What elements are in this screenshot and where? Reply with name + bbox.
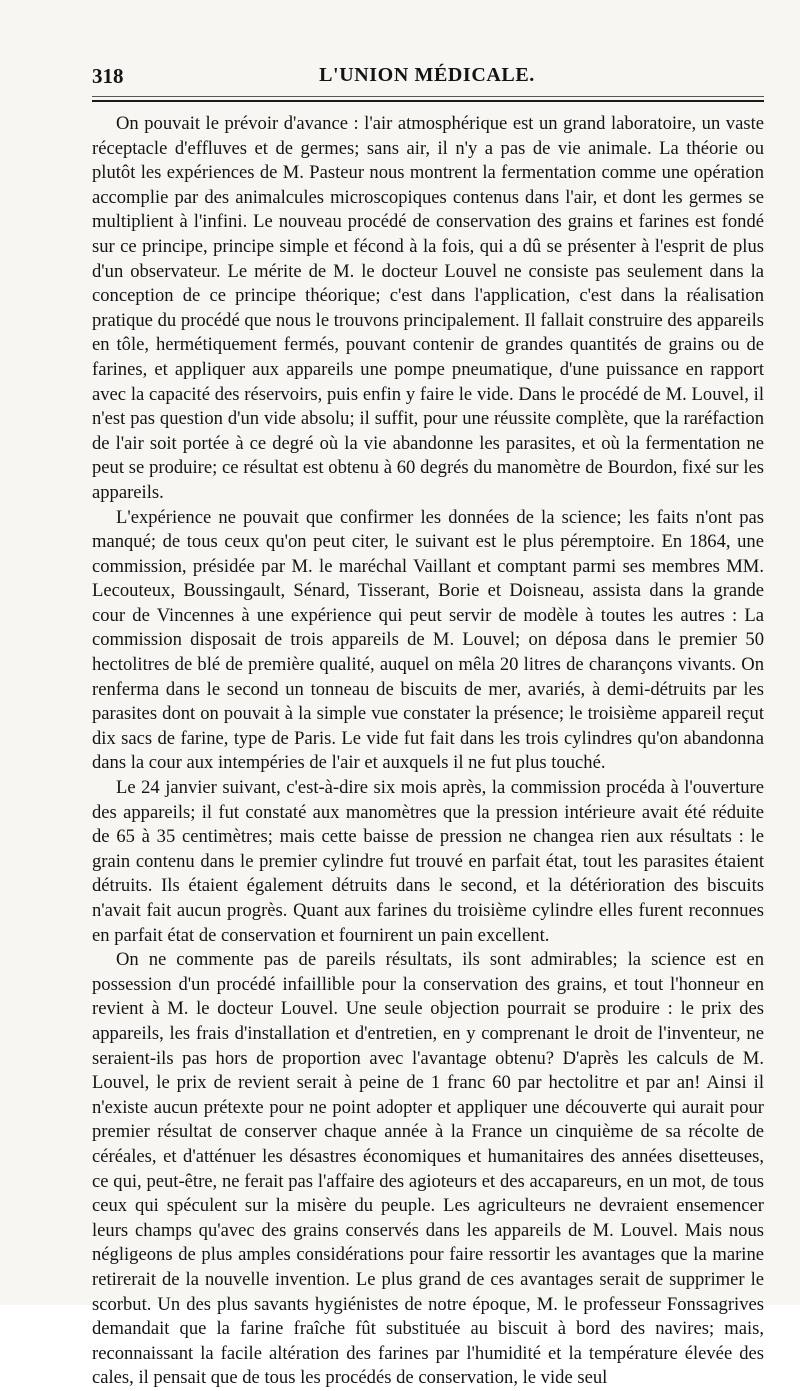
running-title: L'UNION MÉDICALE. <box>319 64 535 86</box>
body-text <box>92 112 764 1391</box>
page-header <box>92 64 762 94</box>
header-rule <box>92 100 764 102</box>
paragraph: On pouvait le prévoir d'avance : l'air atmosphérique est un grand laboratoire, un vaste réceptacle d'effluves et de germes; sans air, il n'y a pas de vie animale. La théorie ou plutôt les expériences de M. Pasteur nous montrent la fermentation comme une opération accomplie par des animalcules microscopiques contenus dans l'air, et dont les germes se multiplient à l'infini. Le nouveau procédé de conservation des grains et farines est fondé sur ce principe, principe simple et fécond à la fois, qui a dû se présenter à l'esprit de plus d'un observateur. Le mérite de M. le docteur Louvel ne consiste pas seulement dans la conception de ce principe théorique; c'est dans l'application, c'est dans la réalisation pratique du procédé que nous le trouvons principalement. Il fallait construire des appareils en tôle, hermétiquement fermés, pouvant contenir de grandes quantités de grains ou de farines, et appliquer aux appareils une pompe pneumatique, d'une puissance en rapport avec la capacité des réservoirs, puis enfin y faire le vide. Dans le procédé de M. Louvel, il n'est pas question d'un vide absolu; il suffit, pour une réussite complète, que la raréfaction de l'air soit portée à ce degré où la vie abandonne les parasites, et où la fermentation ne peut se produire; ce résultat est obtenu à 60 degrés du manomètre de Bourdon, fixé sur les appareils. <box>92 113 764 503</box>
header-rule-thin <box>92 96 764 97</box>
paragraph: Le 24 janvier suivant, c'est-à-dire six mois après, la commission procéda à l'ouverture des appareils; il fut constaté aux manomètres que la pression intérieure avait été réduite de 65 à 35 centimètres; mais cette baisse de pression ne changea rien aux résultats : le grain contenu dans le premier cylindre fut trouvé en parfait état, tout les parasites étaient détruits. Ils étaient également détruits dans le second, et la détérioration des biscuits n'avait fait aucun progrès. Quant aux farines du troisième cylindre elles furent reconnues en parfait état de conservation et fournirent un pain excellent. <box>92 777 764 946</box>
paragraph: L'expérience ne pouvait que confirmer les données de la science; les faits n'ont pas manqué; de tous ceux qu'on peut citer, le suivant est le plus péremptoire. En 1864, une commission, présidée par M. le maréchal Vaillant et comptant parmi ses membres MM. Lecouteux, Boussingault, Sénard, Tisserant, Borie et Doisneau, assista dans la grande cour de Vincennes à une expérience qui peut servir de modèle à toutes les autres : La commission disposait de trois appareils de M. Louvel; on déposa dans le premier 50 hectolitres de blé de première qualité, auquel on mêla 20 litres de charançons vivants. On renferma dans le second un tonneau de biscuits de mer, avariés, à demi-détruits par les parasites dont on pouvait à la simple vue constater la présence; le troisième appareil reçut dix sacs de farine, type de Paris. Le vide fut fait dans les trois cylindres qu'on abandonna dans la cour aux intempéries de l'air et auxquels il ne fut plus touché. <box>92 506 764 774</box>
page-number: 318 <box>92 64 124 88</box>
paragraph: On ne commente pas de pareils résultats, ils sont admirables; la science est en possession d'un procédé infaillible pour la conservation des grains, et tout l'honneur en revient à M. le docteur Louvel. Une seule objection pourrait se produire : le prix des appareils, les frais d'installation et d'entretien, en y comprenant le droit de l'inventeur, ne seraient-ils pas hors de proportion avec l'avantage obtenu? D'après les calculs de M. Louvel, le prix de revient serait à peine de 1 franc 60 par hectolitre et par an! Ainsi il n'existe aucun prétexte pour ne point adopter et appliquer une découverte qui aurait pour premier résultat de conserver chaque année à la France un cinquième de sa récolte de céréales, et d'atténuer les désastres économiques et humanitaires des années disetteuses, ce qui, peut-être, ne ferait pas l'affaire des agioteurs et des accapareurs, en un mot, de tous ceux qui spéculent sur la misère du peuple. Les agriculteurs ne devraient ensemencer leurs champs qu'avec des grains conservés dans les appareils de M. Louvel. Mais nous négligeons de plus amples considérations pour faire ressortir les avantages que la marine retirerait de la nouvelle invention. Le plus grand de ces avantages serait de supprimer le scorbut. Un des plus savants hygiénistes de notre époque, M. le professeur Fonssagrives demandait que la farine fraîche fût substituée au biscuit à bord des navires; mais, reconnaissant la facile altération des farines par l'humidité et la température élevée des cales, il pensait que de tous les procédés de conservation, le vide seul <box>92 949 764 1389</box>
